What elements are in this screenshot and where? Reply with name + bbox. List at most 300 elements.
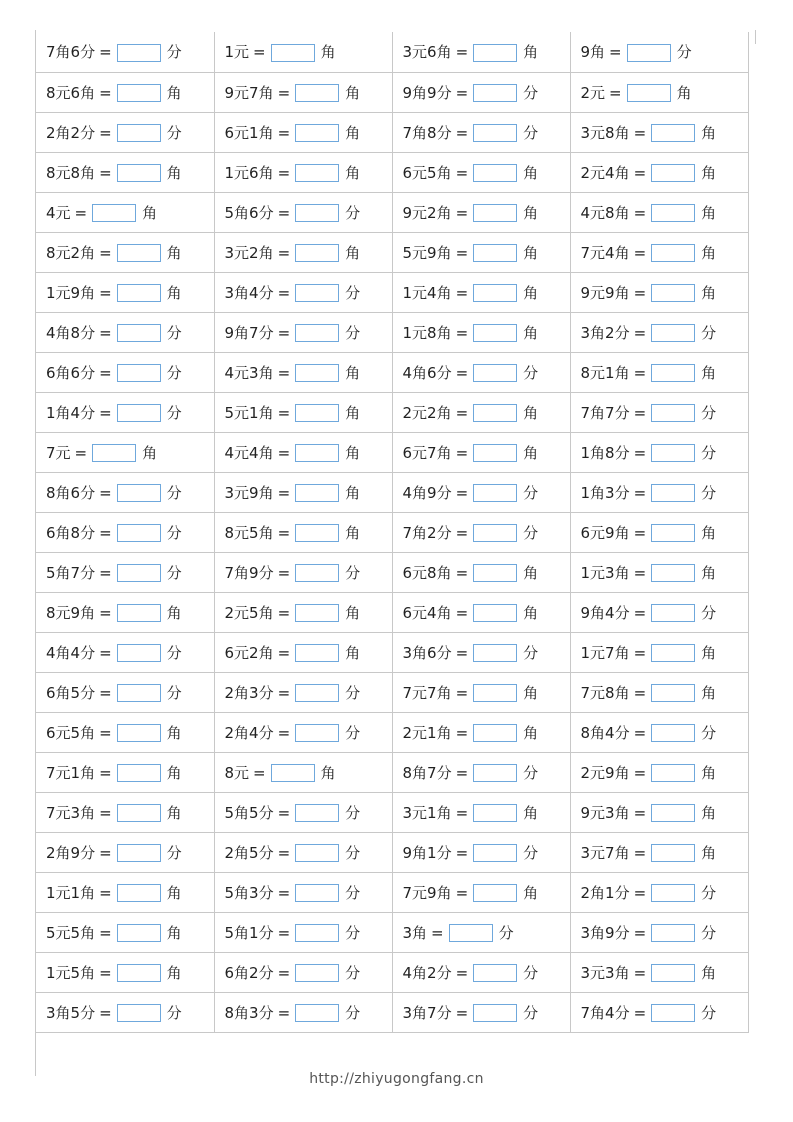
answer-box[interactable] bbox=[651, 884, 695, 902]
answer-box[interactable] bbox=[117, 884, 161, 902]
right-margin-tick bbox=[755, 30, 756, 44]
question-text: 8角3分 bbox=[224, 1003, 274, 1022]
answer-box[interactable] bbox=[295, 524, 339, 542]
question-cell bbox=[214, 112, 392, 152]
answer-box[interactable] bbox=[117, 724, 161, 742]
question-text: 3元3角 bbox=[580, 963, 630, 982]
answer-box[interactable] bbox=[271, 44, 315, 62]
unit-label: 角 bbox=[345, 243, 361, 262]
question-text: 8角6分 bbox=[46, 483, 96, 502]
answer-box[interactable] bbox=[473, 884, 517, 902]
question-text: 2角9分 bbox=[46, 843, 96, 862]
question-text: 1元 bbox=[224, 43, 250, 62]
answer-box[interactable] bbox=[117, 324, 161, 342]
answer-box[interactable] bbox=[473, 964, 517, 982]
unit-label: 分 bbox=[523, 643, 539, 662]
equals-sign: = bbox=[633, 723, 647, 742]
question-text: 8元 bbox=[224, 763, 250, 782]
equals-sign: = bbox=[609, 83, 622, 102]
unit-label: 分 bbox=[345, 683, 361, 702]
unit-label: 角 bbox=[523, 203, 539, 222]
equals-sign: = bbox=[99, 523, 112, 542]
equals-sign: = bbox=[455, 763, 469, 782]
question-cell bbox=[36, 632, 214, 672]
table-row bbox=[36, 112, 748, 152]
answer-box[interactable] bbox=[473, 764, 517, 782]
question-cell bbox=[570, 832, 748, 872]
answer-box[interactable] bbox=[651, 924, 695, 942]
question-cell bbox=[570, 752, 748, 792]
question-cell bbox=[214, 672, 392, 712]
unit-label: 分 bbox=[523, 963, 539, 982]
answer-box[interactable] bbox=[473, 324, 517, 342]
question-text: 3元7角 bbox=[580, 843, 630, 862]
answer-box[interactable] bbox=[651, 444, 695, 462]
question-cell bbox=[570, 432, 748, 472]
unit-label: 分 bbox=[345, 1003, 361, 1022]
answer-box[interactable] bbox=[117, 604, 161, 622]
answer-box[interactable] bbox=[651, 284, 695, 302]
answer-box[interactable] bbox=[295, 204, 339, 222]
table-row bbox=[36, 312, 748, 352]
answer-box[interactable] bbox=[117, 124, 161, 142]
question-text: 3元2角 bbox=[224, 243, 274, 262]
answer-box[interactable] bbox=[651, 564, 695, 582]
table-row bbox=[36, 472, 748, 512]
question-text: 6元8角 bbox=[402, 563, 452, 582]
question-text: 7元1角 bbox=[46, 763, 96, 782]
equals-sign: = bbox=[455, 683, 469, 702]
question-cell bbox=[214, 952, 392, 992]
equals-sign: = bbox=[277, 1003, 291, 1022]
answer-box[interactable] bbox=[651, 804, 695, 822]
unit-label: 角 bbox=[701, 523, 717, 542]
question-text: 3角 bbox=[402, 923, 428, 942]
answer-box[interactable] bbox=[295, 84, 339, 102]
equals-sign: = bbox=[277, 163, 291, 182]
unit-label: 角 bbox=[345, 443, 361, 462]
equals-sign: = bbox=[633, 163, 647, 182]
question-text: 7角2分 bbox=[402, 523, 452, 542]
question-cell bbox=[214, 472, 392, 512]
question-text: 2角5分 bbox=[224, 843, 274, 862]
unit-label: 分 bbox=[345, 283, 361, 302]
question-text: 9元2角 bbox=[402, 203, 452, 222]
equals-sign: = bbox=[99, 643, 112, 662]
answer-box[interactable] bbox=[473, 44, 517, 62]
question-cell bbox=[214, 432, 392, 472]
unit-label: 角 bbox=[523, 803, 539, 822]
answer-box[interactable] bbox=[295, 964, 339, 982]
question-cell bbox=[392, 192, 570, 232]
question-cell bbox=[36, 432, 214, 472]
question-cell bbox=[36, 552, 214, 592]
table-row bbox=[36, 752, 748, 792]
question-text: 5元5角 bbox=[46, 923, 96, 942]
equals-sign: = bbox=[277, 83, 291, 102]
answer-box[interactable] bbox=[651, 164, 695, 182]
answer-box[interactable] bbox=[651, 124, 695, 142]
unit-label: 角 bbox=[523, 683, 539, 702]
answer-box[interactable] bbox=[295, 724, 339, 742]
unit-label: 角 bbox=[523, 163, 539, 182]
answer-box[interactable] bbox=[295, 244, 339, 262]
question-text: 3角6分 bbox=[402, 643, 452, 662]
answer-box[interactable] bbox=[651, 724, 695, 742]
unit-label: 角 bbox=[166, 963, 182, 982]
answer-box[interactable] bbox=[473, 284, 517, 302]
unit-label: 分 bbox=[166, 523, 182, 542]
answer-box[interactable] bbox=[473, 404, 517, 422]
answer-box[interactable] bbox=[651, 604, 695, 622]
answer-box[interactable] bbox=[473, 124, 517, 142]
table-row bbox=[36, 392, 748, 432]
question-text: 2角4分 bbox=[224, 723, 274, 742]
question-cell bbox=[36, 992, 214, 1032]
equals-sign: = bbox=[99, 1003, 112, 1022]
answer-box[interactable] bbox=[295, 124, 339, 142]
answer-box[interactable] bbox=[651, 364, 695, 382]
equals-sign: = bbox=[633, 203, 647, 222]
answer-box[interactable] bbox=[651, 844, 695, 862]
question-text: 1元9角 bbox=[46, 283, 96, 302]
equals-sign: = bbox=[277, 683, 291, 702]
answer-box[interactable] bbox=[295, 484, 339, 502]
question-text: 2元1角 bbox=[402, 723, 452, 742]
question-text: 7元 bbox=[46, 443, 71, 462]
unit-label: 角 bbox=[701, 283, 717, 302]
question-text: 3角7分 bbox=[402, 1003, 452, 1022]
question-cell bbox=[214, 272, 392, 312]
answer-box[interactable] bbox=[651, 484, 695, 502]
unit-label: 分 bbox=[345, 323, 361, 342]
answer-box[interactable] bbox=[117, 404, 161, 422]
answer-box[interactable] bbox=[473, 484, 517, 502]
unit-label: 分 bbox=[345, 963, 361, 982]
equals-sign: = bbox=[277, 803, 291, 822]
answer-box[interactable] bbox=[117, 804, 161, 822]
table-row bbox=[36, 272, 748, 312]
unit-label: 角 bbox=[166, 803, 182, 822]
question-cell bbox=[214, 912, 392, 952]
answer-box[interactable] bbox=[92, 204, 136, 222]
answer-box[interactable] bbox=[473, 204, 517, 222]
answer-box[interactable] bbox=[651, 684, 695, 702]
answer-box[interactable] bbox=[117, 244, 161, 262]
question-text: 8元8角 bbox=[46, 163, 96, 182]
answer-box[interactable] bbox=[473, 604, 517, 622]
question-cell bbox=[214, 872, 392, 912]
answer-box[interactable] bbox=[295, 284, 339, 302]
answer-box[interactable] bbox=[651, 244, 695, 262]
answer-box[interactable] bbox=[92, 444, 136, 462]
question-text: 5角6分 bbox=[224, 203, 274, 222]
equals-sign: = bbox=[74, 443, 88, 462]
answer-box[interactable] bbox=[473, 1004, 517, 1022]
answer-box[interactable] bbox=[117, 84, 161, 102]
equals-sign: = bbox=[99, 323, 112, 342]
answer-box[interactable] bbox=[473, 644, 517, 662]
unit-label: 角 bbox=[701, 803, 717, 822]
question-text: 8元6角 bbox=[46, 83, 96, 102]
equals-sign: = bbox=[99, 243, 112, 262]
answer-box[interactable] bbox=[117, 164, 161, 182]
question-text: 6角2分 bbox=[224, 963, 274, 982]
table-row bbox=[36, 232, 748, 272]
answer-box[interactable] bbox=[295, 404, 339, 422]
question-cell bbox=[570, 152, 748, 192]
table-row bbox=[36, 32, 748, 72]
answer-box[interactable] bbox=[295, 924, 339, 942]
answer-box[interactable] bbox=[271, 764, 315, 782]
question-text: 7角8分 bbox=[402, 123, 452, 142]
answer-box[interactable] bbox=[473, 844, 517, 862]
table-row bbox=[36, 72, 748, 112]
question-cell bbox=[214, 792, 392, 832]
answer-box[interactable] bbox=[473, 684, 517, 702]
unit-label: 角 bbox=[701, 763, 717, 782]
unit-label: 角 bbox=[676, 83, 692, 102]
question-cell bbox=[214, 712, 392, 752]
unit-label: 角 bbox=[345, 603, 361, 622]
question-cell bbox=[36, 752, 214, 792]
question-cell bbox=[36, 912, 214, 952]
question-cell bbox=[570, 232, 748, 272]
equals-sign: = bbox=[99, 483, 112, 502]
question-cell bbox=[392, 432, 570, 472]
answer-box[interactable] bbox=[295, 564, 339, 582]
question-text: 1角4分 bbox=[46, 403, 96, 422]
question-text: 8元2角 bbox=[46, 243, 96, 262]
question-cell bbox=[214, 752, 392, 792]
equals-sign: = bbox=[633, 603, 647, 622]
unit-label: 角 bbox=[345, 643, 361, 662]
answer-box[interactable] bbox=[473, 244, 517, 262]
answer-box[interactable] bbox=[117, 684, 161, 702]
question-text: 5角5分 bbox=[224, 803, 274, 822]
question-text: 1元5角 bbox=[46, 963, 96, 982]
answer-box[interactable] bbox=[651, 524, 695, 542]
question-cell bbox=[214, 32, 392, 72]
unit-label: 角 bbox=[523, 323, 539, 342]
answer-box[interactable] bbox=[117, 564, 161, 582]
question-text: 8角7分 bbox=[402, 763, 452, 782]
question-text: 9角 bbox=[580, 43, 606, 62]
equals-sign: = bbox=[277, 643, 291, 662]
answer-box[interactable] bbox=[473, 364, 517, 382]
question-cell bbox=[392, 352, 570, 392]
answer-box[interactable] bbox=[627, 84, 671, 102]
question-text: 9元3角 bbox=[580, 803, 630, 822]
equals-sign: = bbox=[431, 923, 444, 942]
answer-box[interactable] bbox=[295, 684, 339, 702]
equals-sign: = bbox=[99, 83, 112, 102]
answer-box[interactable] bbox=[295, 644, 339, 662]
answer-box[interactable] bbox=[295, 844, 339, 862]
answer-box[interactable] bbox=[295, 164, 339, 182]
answer-box[interactable] bbox=[651, 204, 695, 222]
answer-box[interactable] bbox=[117, 1004, 161, 1022]
question-cell bbox=[36, 472, 214, 512]
question-text: 6元9角 bbox=[580, 523, 630, 542]
equals-sign: = bbox=[277, 363, 291, 382]
question-text: 3元9角 bbox=[224, 483, 274, 502]
unit-label: 分 bbox=[166, 123, 182, 142]
question-text: 1元4角 bbox=[402, 283, 452, 302]
question-cell bbox=[570, 352, 748, 392]
equals-sign: = bbox=[455, 163, 469, 182]
answer-box[interactable] bbox=[117, 764, 161, 782]
question-text: 8元5角 bbox=[224, 523, 274, 542]
answer-box[interactable] bbox=[117, 44, 161, 62]
equals-sign: = bbox=[99, 123, 112, 142]
question-cell bbox=[214, 352, 392, 392]
answer-box[interactable] bbox=[449, 924, 493, 942]
equals-sign: = bbox=[609, 43, 622, 62]
unit-label: 分 bbox=[523, 1003, 539, 1022]
answer-box[interactable] bbox=[117, 284, 161, 302]
table-row bbox=[36, 792, 748, 832]
question-text: 1元7角 bbox=[580, 643, 630, 662]
question-text: 3元8角 bbox=[580, 123, 630, 142]
unit-label: 分 bbox=[676, 43, 692, 62]
answer-box[interactable] bbox=[473, 164, 517, 182]
answer-box[interactable] bbox=[295, 324, 339, 342]
question-text: 4元3角 bbox=[224, 363, 274, 382]
unit-label: 分 bbox=[166, 403, 182, 422]
equals-sign: = bbox=[277, 243, 291, 262]
unit-label: 角 bbox=[345, 123, 361, 142]
equals-sign: = bbox=[633, 843, 647, 862]
equals-sign: = bbox=[455, 363, 469, 382]
question-cell bbox=[36, 392, 214, 432]
answer-box[interactable] bbox=[473, 804, 517, 822]
question-cell bbox=[36, 232, 214, 272]
answer-box[interactable] bbox=[117, 844, 161, 862]
equals-sign: = bbox=[633, 683, 647, 702]
question-text: 4角4分 bbox=[46, 643, 96, 662]
table-row bbox=[36, 672, 748, 712]
equals-sign: = bbox=[633, 243, 647, 262]
answer-box[interactable] bbox=[651, 404, 695, 422]
answer-box[interactable] bbox=[117, 644, 161, 662]
equals-sign: = bbox=[455, 123, 469, 142]
question-cell bbox=[570, 992, 748, 1032]
question-text: 5角7分 bbox=[46, 563, 96, 582]
unit-label: 角 bbox=[523, 403, 539, 422]
unit-label: 角 bbox=[166, 83, 182, 102]
answer-box[interactable] bbox=[295, 604, 339, 622]
equals-sign: = bbox=[633, 963, 647, 982]
unit-label: 分 bbox=[701, 443, 717, 462]
answer-box[interactable] bbox=[651, 964, 695, 982]
unit-label: 角 bbox=[523, 563, 539, 582]
unit-label: 角 bbox=[701, 203, 717, 222]
question-text: 3角4分 bbox=[224, 283, 274, 302]
answer-box[interactable] bbox=[651, 764, 695, 782]
answer-box[interactable] bbox=[117, 964, 161, 982]
equals-sign: = bbox=[633, 363, 647, 382]
equals-sign: = bbox=[277, 483, 291, 502]
equals-sign: = bbox=[277, 283, 291, 302]
question-cell bbox=[214, 552, 392, 592]
answer-box[interactable] bbox=[295, 444, 339, 462]
table-row bbox=[36, 512, 748, 552]
equals-sign: = bbox=[277, 843, 291, 862]
answer-box[interactable] bbox=[117, 364, 161, 382]
unit-label: 角 bbox=[345, 83, 361, 102]
answer-box[interactable] bbox=[473, 84, 517, 102]
answer-box[interactable] bbox=[117, 484, 161, 502]
question-cell bbox=[36, 72, 214, 112]
answer-box[interactable] bbox=[117, 524, 161, 542]
unit-label: 分 bbox=[523, 83, 539, 102]
answer-box[interactable] bbox=[651, 1004, 695, 1022]
answer-box[interactable] bbox=[651, 644, 695, 662]
answer-box[interactable] bbox=[117, 924, 161, 942]
answer-box[interactable] bbox=[627, 44, 671, 62]
question-text: 3角2分 bbox=[580, 323, 630, 342]
question-cell bbox=[392, 792, 570, 832]
question-cell bbox=[392, 312, 570, 352]
unit-label: 分 bbox=[523, 843, 539, 862]
question-cell bbox=[392, 152, 570, 192]
answer-box[interactable] bbox=[473, 444, 517, 462]
question-cell bbox=[392, 472, 570, 512]
answer-box[interactable] bbox=[295, 804, 339, 822]
question-text: 1元6角 bbox=[224, 163, 274, 182]
question-cell bbox=[36, 352, 214, 392]
unit-label: 角 bbox=[345, 483, 361, 502]
question-text: 2角1分 bbox=[580, 883, 630, 902]
answer-box[interactable] bbox=[473, 524, 517, 542]
question-text: 7角7分 bbox=[580, 403, 630, 422]
question-cell bbox=[392, 992, 570, 1032]
question-text: 2元9角 bbox=[580, 763, 630, 782]
table-row bbox=[36, 872, 748, 912]
equals-sign: = bbox=[277, 443, 291, 462]
answer-box[interactable] bbox=[473, 724, 517, 742]
answer-box[interactable] bbox=[295, 364, 339, 382]
unit-label: 角 bbox=[701, 843, 717, 862]
footer-url: http://zhiyugongfang.cn bbox=[309, 1071, 484, 1087]
answer-box[interactable] bbox=[295, 884, 339, 902]
table-row bbox=[36, 152, 748, 192]
question-text: 4元4角 bbox=[224, 443, 274, 462]
question-text: 6元5角 bbox=[46, 723, 96, 742]
question-text: 6元7角 bbox=[402, 443, 452, 462]
answer-box[interactable] bbox=[651, 324, 695, 342]
equals-sign: = bbox=[277, 323, 291, 342]
question-cell bbox=[570, 192, 748, 232]
table-row bbox=[36, 192, 748, 232]
question-cell bbox=[214, 232, 392, 272]
answer-box[interactable] bbox=[473, 564, 517, 582]
question-text: 9角1分 bbox=[402, 843, 452, 862]
question-text: 4角9分 bbox=[402, 483, 452, 502]
unit-label: 分 bbox=[345, 563, 361, 582]
unit-label: 角 bbox=[345, 403, 361, 422]
equals-sign: = bbox=[99, 883, 112, 902]
question-text: 5角3分 bbox=[224, 883, 274, 902]
answer-box[interactable] bbox=[295, 1004, 339, 1022]
question-cell bbox=[214, 632, 392, 672]
equals-sign: = bbox=[455, 963, 469, 982]
equals-sign: = bbox=[455, 603, 469, 622]
equals-sign: = bbox=[455, 43, 469, 62]
question-text: 2元4角 bbox=[580, 163, 630, 182]
unit-label: 角 bbox=[701, 963, 717, 982]
